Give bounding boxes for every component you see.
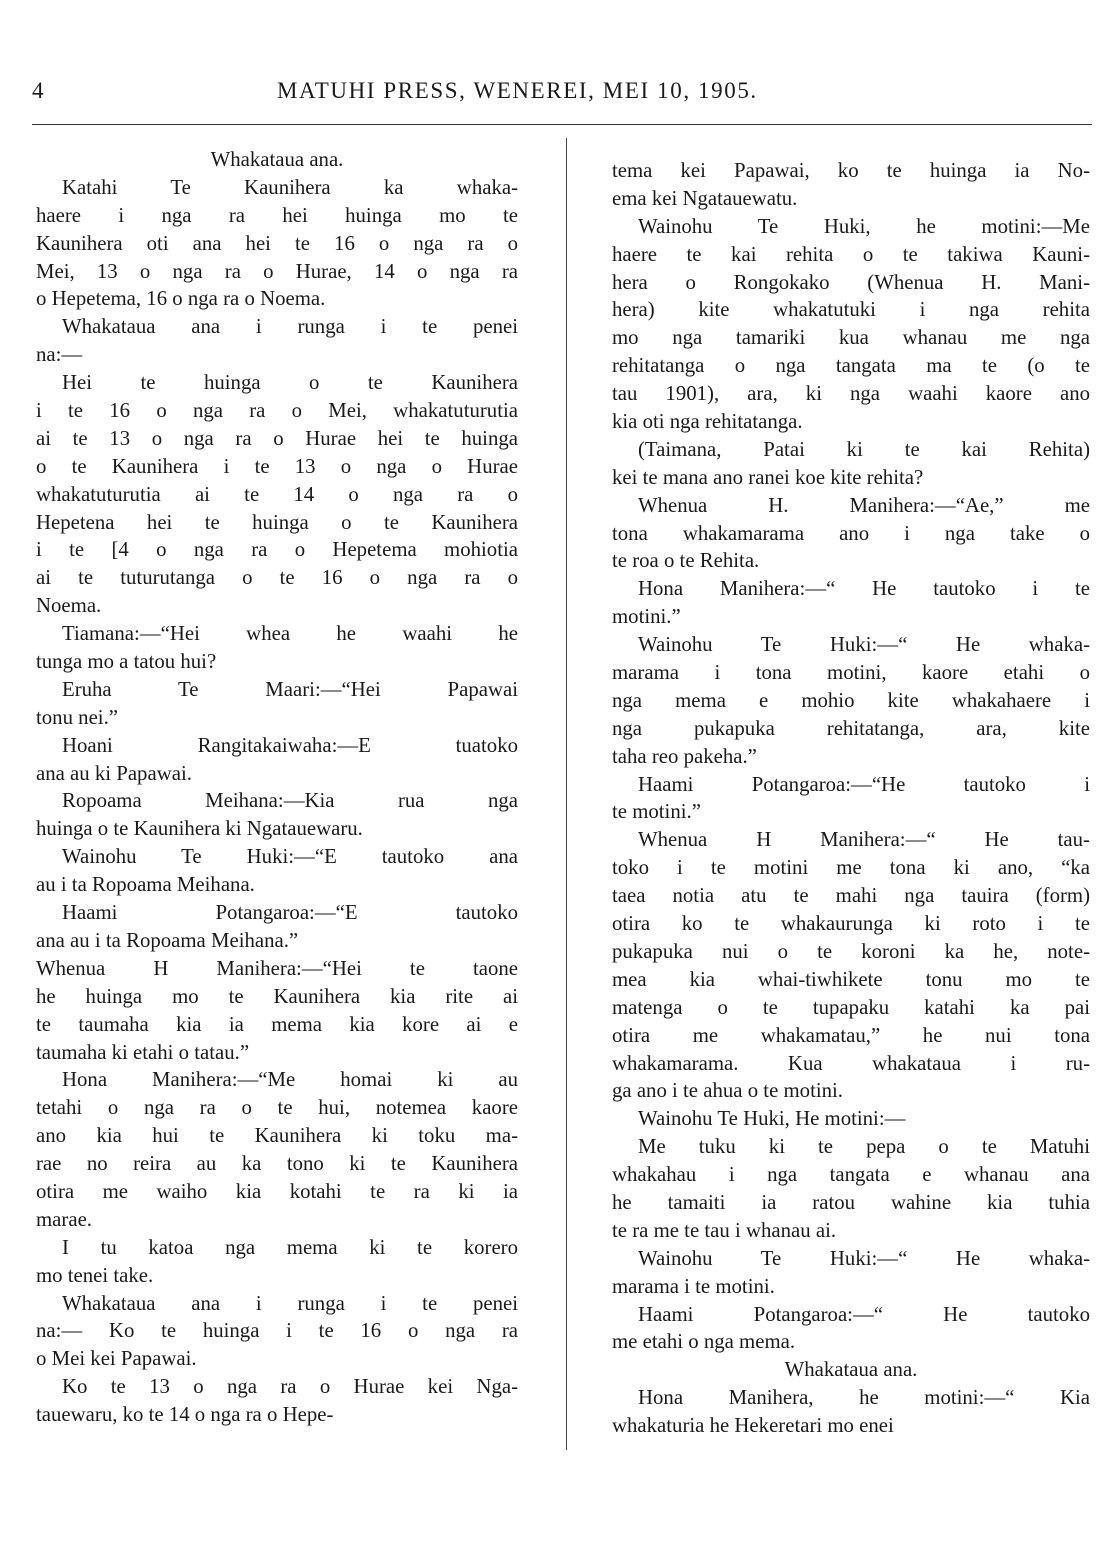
text-line: Hona Manihera:—“Me homai ki au: [62, 1068, 518, 1092]
text-line: toko i te motini me tona ki ano, “ka: [612, 856, 1090, 880]
text-line: taha reo pakeha.”: [612, 744, 757, 768]
text-line: huinga o te Kaunihera ki Ngatauewaru.: [36, 817, 363, 841]
text-line: Wainohu Te Huki:—“ He whaka-: [638, 633, 1090, 657]
text-line: ai te tuturutanga o te 16 o nga ra o: [36, 566, 518, 590]
text-line: Haami Potangaroa:—“ He tautoko: [638, 1302, 1090, 1326]
text-line: hera) kite whakatutuki i nga rehita: [612, 298, 1090, 322]
text-line: o Hepetema, 16 o nga ra o Noema.: [36, 287, 326, 311]
masthead: MATUHI PRESS, WENEREI, MEI 10, 1905.: [277, 78, 758, 103]
text-line: taea notia atu te mahi nga tauira (form): [612, 884, 1090, 908]
text-line: mo tenei take.: [36, 1263, 154, 1287]
text-line: au i ta Ropoama Meihana.: [36, 873, 255, 897]
text-line: i te [4 o nga ra o Hepetema mohiotia: [36, 538, 518, 562]
text-line: Wainohu Te Huki, He motini:—: [638, 1107, 906, 1131]
text-line: pukapuka nui o te koroni ka he, note-: [612, 939, 1090, 963]
text-line: mo nga tamariki kua whanau me nga: [612, 326, 1090, 350]
text-line: Whakataua ana.: [784, 1358, 918, 1382]
text-line: tetahi o nga ra o te hui, notemea kaore: [36, 1096, 518, 1120]
text-line: ana au ki Papawai.: [36, 761, 192, 785]
right-column: [612, 157, 1090, 1440]
text-line: hera o Rongokako (Whenua H. Mani-: [612, 270, 1090, 294]
text-line: te roa o te Rehita.: [612, 549, 760, 573]
text-line: rae no reira au ka tono ki te Kaunihera: [36, 1152, 518, 1176]
text-line: ema kei Ngatauewatu.: [612, 186, 798, 210]
text-line: te ra me te tau i whanau ai.: [612, 1218, 837, 1242]
text-line: Whenua H. Manihera:—“Ae,” me: [638, 493, 1090, 517]
text-line: Whenua H Manihera:—“ He tau-: [638, 828, 1090, 852]
text-line: Wainohu Te Huki:—“ He whaka-: [638, 1246, 1090, 1270]
text-line: Wainohu Te Huki:—“E tautoko ana: [62, 845, 518, 869]
text-line: I tu katoa nga mema ki te korero: [62, 1235, 518, 1259]
text-line: tauewaru, ko te 14 o nga ra o Hepe-: [36, 1403, 334, 1427]
text-line: taumaha ki etahi o tatau.”: [36, 1040, 250, 1064]
text-line: ga ano i te ahua o te motini.: [612, 1079, 844, 1103]
column-divider: [566, 138, 567, 1450]
text-line: Hoani Rangitakaiwaha:—E tuatoko: [62, 733, 518, 757]
text-line: tona whakamarama ano i nga take o: [612, 521, 1090, 545]
text-line: tonu nei.”: [36, 705, 119, 729]
text-line: me etahi o nga mema.: [612, 1330, 796, 1354]
text-line: marama i tona motini, kaore etahi o: [612, 661, 1090, 685]
text-line: tema kei Papawai, ko te huinga ia No-: [612, 159, 1090, 182]
text-line: whakaturia he Hekeretari mo enei: [612, 1414, 894, 1438]
text-line: haere te kai rehita o te takiwa Kauni-: [612, 242, 1090, 266]
text-line: otira me whakamatau,” he nui tona: [612, 1023, 1090, 1047]
text-line: Hepetena hei te huinga o te Kaunihera: [36, 510, 518, 534]
text-line: Hei te huinga o te Kaunihera: [62, 371, 518, 395]
text-line: ano kia hui te Kaunihera ki toku ma-: [36, 1124, 518, 1148]
text-line: matenga o te tupapaku katahi ka pai: [612, 995, 1090, 1019]
text-line: Whakataua ana.: [210, 148, 344, 171]
text-line: rehitatanga o nga tangata ma te (o te: [612, 354, 1090, 378]
text-line: Wainohu Te Huki, he motini:—Me: [638, 214, 1090, 238]
text-line: whakamarama. Kua whakataua i ru-: [612, 1051, 1090, 1075]
text-line: marama i te motini.: [612, 1274, 775, 1298]
text-line: haere i nga ra hei huinga mo te: [36, 203, 518, 227]
text-line: otira ko te whakaurunga ki roto i te: [612, 912, 1090, 936]
text-line: te taumaha kia ia mema kia kore ai e: [36, 1012, 518, 1036]
text-line: Hona Manihera:—“ He tautoko i te: [638, 577, 1090, 601]
text-line: motini.”: [612, 605, 681, 629]
text-line: Whenua H Manihera:—“Hei te taone: [36, 956, 518, 980]
text-line: i te 16 o nga ra o Mei, whakatuturutia: [36, 399, 518, 423]
text-line: na:—: [36, 343, 83, 367]
text-line: whakahau i nga tangata e whanau ana: [612, 1163, 1090, 1187]
text-line: Hona Manihera, he motini:—“ Kia: [638, 1386, 1090, 1410]
text-line: Haami Potangaroa:—“E tautoko: [62, 901, 518, 925]
text-line: he tamaiti ia ratou wahine kia tuhia: [612, 1190, 1090, 1214]
text-line: ai te 13 o nga ra o Hurae hei te huinga: [36, 426, 518, 450]
text-line: Kaunihera oti ana hei te 16 o nga ra o: [36, 231, 518, 255]
text-line: nga pukapuka rehitatanga, ara, kite: [612, 716, 1090, 740]
text-line: te motini.”: [612, 800, 701, 824]
text-line: Ropoama Meihana:—Kia rua nga: [62, 789, 518, 813]
page-number: 4: [32, 78, 44, 103]
text-line: mea kia whai-tiwhikete tonu mo te: [612, 967, 1090, 991]
text-line: kei te mana ano ranei koe kite rehita?: [612, 465, 924, 489]
text-line: Eruha Te Maari:—“Hei Papawai: [62, 677, 518, 701]
text-line: marae.: [36, 1207, 92, 1231]
text-line: o te Kaunihera i te 13 o nga o Hurae: [36, 454, 518, 478]
left-column: [36, 146, 518, 1429]
text-line: he huinga mo te Kaunihera kia rite ai: [36, 984, 518, 1008]
text-line: Ko te 13 o nga ra o Hurae kei Nga-: [62, 1375, 518, 1399]
text-line: na:— Ko te huinga i te 16 o nga ra: [36, 1319, 518, 1343]
text-line: Whakataua ana i runga i te penei: [62, 1291, 518, 1315]
text-line: Whakataua ana i runga i te penei: [62, 315, 518, 339]
text-line: Mei, 13 o nga ra o Hurae, 14 o nga ra: [36, 259, 518, 283]
text-line: whakatuturutia ai te 14 o nga ra o: [36, 482, 518, 506]
text-line: otira me waiho kia kotahi te ra ki ia: [36, 1179, 518, 1203]
text-line: (Taimana, Patai ki te kai Rehita): [638, 437, 1090, 461]
text-line: Noema.: [36, 594, 102, 618]
text-line: Haami Potangaroa:—“He tautoko i: [638, 772, 1090, 796]
text-line: o Mei kei Papawai.: [36, 1347, 197, 1371]
text-line: nga mema e mohio kite whakahaere i: [612, 688, 1090, 712]
text-line: Katahi Te Kaunihera ka whaka-: [62, 175, 518, 199]
header-rule: [32, 124, 1092, 125]
text-line: tau 1901), ara, ki nga waahi kaore ano: [612, 382, 1090, 406]
page-header: [32, 78, 1092, 118]
text-line: Tiamana:—“Hei whea he waahi he: [62, 622, 518, 646]
text-line: kia oti nga rehitatanga.: [612, 410, 803, 434]
text-line: ana au i ta Ropoama Meihana.”: [36, 928, 299, 952]
text-line: tunga mo a tatou hui?: [36, 650, 217, 674]
text-line: Me tuku ki te pepa o te Matuhi: [638, 1135, 1090, 1159]
